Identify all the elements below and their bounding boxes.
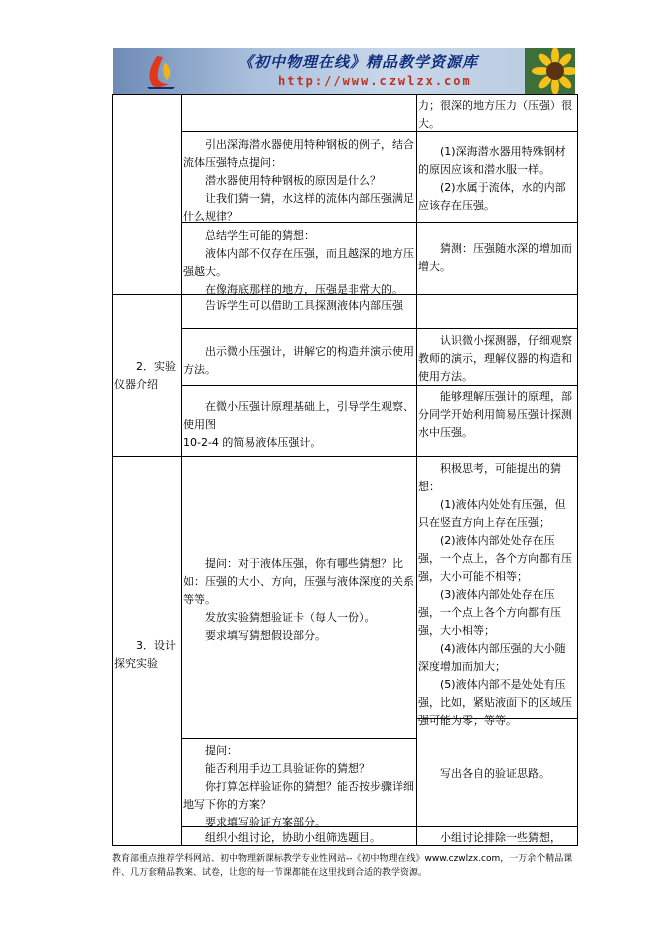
cell-line: 写出各自的验证思路。 <box>440 767 550 780</box>
cell-line: (2)液体内部处处存在压强，一个点上，各个方向都有压强，大小可能不相等； <box>418 534 572 583</box>
logo-icon <box>143 54 179 90</box>
cell-line: 要求填写猜想假设部分。 <box>205 629 326 642</box>
cell-line: 猜测：压强随水深的增加而增大。 <box>418 242 572 273</box>
row-divider <box>112 456 578 457</box>
cell-line: 10-2-4 的简易液体压强计。 <box>183 436 322 449</box>
cell-line: 积极思考，可能提出的猜想： <box>418 462 561 493</box>
cell-r4-right2 <box>418 332 575 386</box>
cell-line: (1)深海潜水器用特殊钢材的原因应该和潜水服一样。 <box>418 145 566 176</box>
cell-line: (5)液体内部不是处处有压强，比如，紧贴液面下的区域压强可能为零；等等。 <box>418 678 572 727</box>
section-label-text: 3．设计探究实验 <box>114 639 176 670</box>
cell-r5-right3 <box>418 829 575 847</box>
cell-line: 发放实验猜想验证卡（每人一份）。 <box>205 611 376 624</box>
cell-line: 液体内部不仅存在压强，而且越深的地方压强越大。 <box>183 247 414 278</box>
section-label-text: 2．实验仪器介绍 <box>114 360 176 391</box>
cell-line: 认识微小探测器，仔细观察教师的演示，理解仪器的构造和使用方法。 <box>418 334 572 383</box>
cell-r4-mid2 <box>183 343 415 379</box>
section-2-label <box>114 358 180 394</box>
cell-line: 提问：对于液体压强，你有哪些猜想？比如：压强的大小、方向，压强与液体深度的关系等等。 <box>183 557 414 606</box>
cell-r4-right3 <box>418 388 575 442</box>
page-footer: 教育部重点推荐学科网站、初中物理新课标教学专业性网站--《初中物理在线》www.czwlzx.com，一万余个精品课件、几万套精品教案、试卷，让您的每一节课都能在这里找到合适的教学资源。 <box>112 854 573 878</box>
cell-r5-right1 <box>418 460 575 730</box>
column-divider-1 <box>181 94 182 846</box>
cell-r4-mid1 <box>183 297 415 315</box>
cell-line: 能否利用手边工具验证你的猜想？ <box>205 762 370 775</box>
header-banner <box>113 48 575 94</box>
row-divider <box>181 328 578 329</box>
banner-url: http://www.czwlzx.com <box>278 74 472 88</box>
cell-line: (1)液体内处处有压强，但只在竖直方向上存在压强； <box>418 498 566 529</box>
cell-line: 告诉学生可以借助工具探测液体内部压强 <box>205 299 403 312</box>
cell-line: 潜水器使用特种钢板的原因是什么？ <box>205 174 381 187</box>
cell-line: (2)水属于流体，水的内部应该存在压强。 <box>418 181 566 212</box>
cell-line: 让我们猜一猜，水这样的流体内部压强满足什么规律？ <box>183 192 414 223</box>
cell-line: 提问： <box>205 744 238 757</box>
cell-line: 你打算怎样验证你的猜想？能否按步骤详细地写下你的方案？ <box>183 780 414 811</box>
section-3-label <box>114 637 180 673</box>
sunflower-image <box>525 48 575 94</box>
cell-r1-right: 力；很深的地方压力（压强）很大。 <box>418 99 572 130</box>
cell-r2-mid <box>183 136 415 226</box>
cell-r3-right <box>418 240 575 276</box>
cell-r5-mid3 <box>183 829 415 847</box>
cell-r5-mid1 <box>183 555 415 645</box>
cell-line: 总结学生可能的猜想： <box>205 229 315 242</box>
cell-line: 引出深海潜水器使用特种钢板的例子，结合流体压强特点提问： <box>183 138 414 169</box>
cell-line: 要求填写验证方案部分。 <box>205 816 326 829</box>
cell-line: 在微小压强计原理基础上，引导学生观察、使用图 <box>183 400 414 431</box>
cell-r5-mid2 <box>183 742 415 832</box>
column-divider-2 <box>416 94 417 846</box>
cell-line: 出示微小压强计，讲解它的构造并演示使用方法。 <box>183 345 414 376</box>
cell-line: 能够理解压强计的原理，部分同学开始利用简易压强计探测水中压强。 <box>418 390 572 439</box>
cell-r5-right2 <box>418 765 575 783</box>
cell-line: 小组讨论排除一些猜想， <box>440 831 561 844</box>
cell-line: 在像海底那样的地方，压强是非常大的。 <box>205 283 403 296</box>
banner-title: 《初中物理在线》精品教学资源库 <box>238 53 479 71</box>
cell-r4-mid3 <box>183 398 415 452</box>
cell-r2-right <box>418 143 575 215</box>
cell-line: (4)液体内部压强的大小随深度增加而加大； <box>418 642 566 673</box>
cell-r3-mid <box>183 227 415 299</box>
cell-line: 组织小组讨论，协助小组筛选题目。 <box>205 831 381 844</box>
cell-line: (3)液体内部处处存在压强，一个点上各个方向都有压强，大小相等； <box>418 588 561 637</box>
row-divider <box>181 738 416 739</box>
